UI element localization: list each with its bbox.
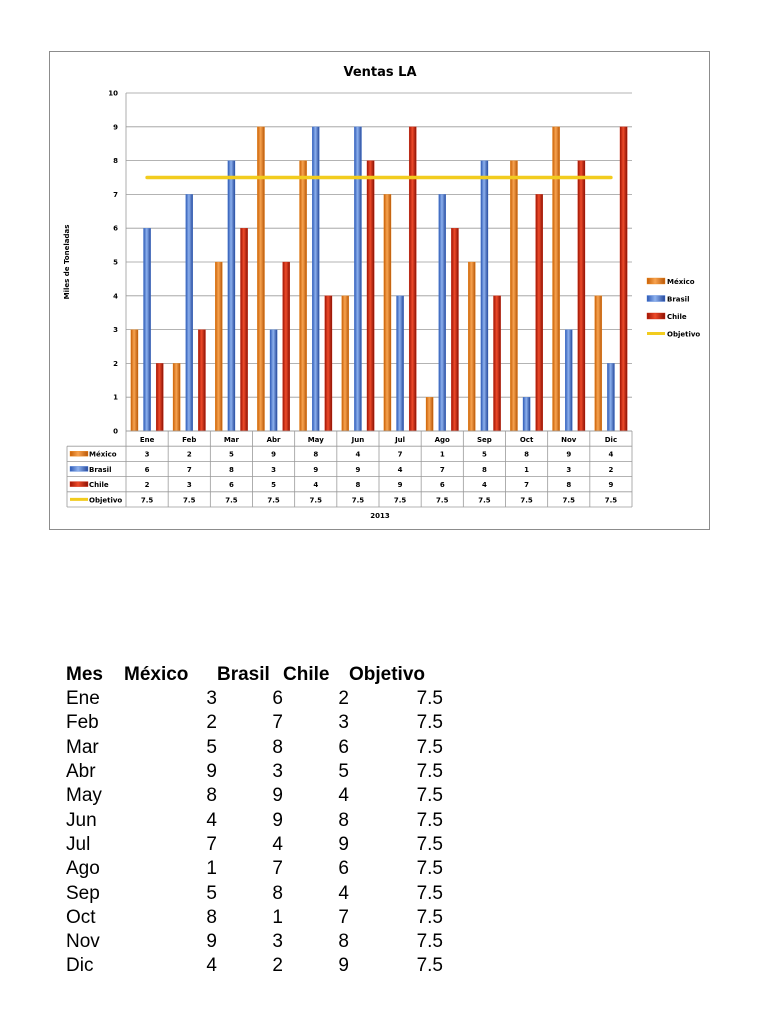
- bar-chile: [325, 296, 332, 431]
- value-cell: 6: [338, 736, 349, 758]
- value-cell: 2: [272, 955, 283, 977]
- table-value: 9: [271, 450, 277, 459]
- legend-label: Chile: [667, 313, 687, 321]
- legend-key-brasil: [647, 296, 665, 302]
- table-row: [66, 906, 443, 930]
- x-tick-label: Dic: [604, 436, 618, 445]
- month-cell: Nov: [66, 931, 100, 953]
- x-tick-label: Oct: [519, 436, 534, 445]
- table-key-brasil: [70, 466, 88, 471]
- table-value: 7.5: [520, 496, 533, 505]
- table-key-méxico: [70, 451, 88, 456]
- y-tick-label: 5: [113, 258, 118, 267]
- table-value: 7.5: [351, 496, 365, 505]
- table-header-row: [66, 662, 443, 687]
- value-cell: 7.5: [416, 761, 443, 783]
- month-cell: Oct: [66, 906, 96, 928]
- bar-chile: [156, 363, 163, 431]
- table-value: 7.5: [393, 496, 407, 505]
- table-value: 7.5: [309, 496, 322, 505]
- value-cell: 2: [338, 688, 349, 710]
- table-value: 9: [397, 481, 403, 490]
- value-cell: 7.5: [416, 736, 443, 758]
- table-value: 3: [186, 481, 192, 490]
- value-cell: 9: [338, 955, 349, 977]
- table-value: 1: [439, 450, 445, 459]
- month-cell: Jun: [66, 809, 97, 831]
- bar-chile: [578, 161, 585, 431]
- table-value: 8: [524, 450, 530, 459]
- y-tick-label: 7: [113, 190, 118, 199]
- bar-brasil: [396, 296, 403, 431]
- y-tick-label: 1: [113, 393, 118, 402]
- x-tick-label: Feb: [182, 436, 197, 445]
- table-series-label: Brasil: [89, 465, 112, 474]
- table-value: 8: [355, 481, 361, 490]
- bar-méxico: [342, 296, 349, 431]
- table-value: 7.5: [140, 496, 154, 505]
- table-row: [66, 711, 443, 735]
- table-value: 6: [144, 465, 150, 474]
- month-cell: Feb: [66, 712, 99, 734]
- x-tick-label: Abr: [266, 436, 281, 445]
- bar-méxico: [257, 127, 264, 431]
- chart-title: Ventas LA: [343, 65, 417, 80]
- table-value: 9: [608, 481, 614, 490]
- bar-brasil: [481, 161, 488, 431]
- table-series-label: México: [89, 450, 117, 459]
- value-cell: 4: [338, 785, 349, 807]
- bar-méxico: [553, 127, 560, 431]
- table-value: 7: [186, 465, 192, 474]
- y-tick-label: 0: [113, 427, 118, 436]
- value-cell: 7.5: [416, 785, 443, 807]
- bar-chile: [240, 228, 247, 431]
- legend-key-méxico: [647, 278, 665, 284]
- table-row: [66, 808, 443, 832]
- value-cell: 6: [272, 688, 283, 710]
- bar-méxico: [595, 296, 602, 431]
- table-value: 8: [228, 465, 234, 474]
- table-series-label: Objetivo: [89, 496, 123, 505]
- bar-brasil: [186, 194, 193, 431]
- bar-chile: [367, 161, 374, 431]
- table-value: 3: [271, 465, 277, 474]
- value-cell: 8: [272, 736, 283, 758]
- bar-chile: [198, 330, 205, 431]
- y-tick-label: 4: [113, 292, 118, 301]
- legend-label: Objetivo: [667, 330, 701, 339]
- table-value: 2: [608, 465, 614, 474]
- month-cell: May: [66, 785, 102, 807]
- month-cell: Ene: [66, 688, 100, 710]
- y-tick-label: 3: [113, 326, 118, 335]
- bar-méxico: [131, 330, 138, 431]
- table-value: 7.5: [604, 496, 618, 505]
- header-brasil: Brasil: [217, 663, 270, 685]
- value-cell: 8: [338, 809, 349, 831]
- table-row: [66, 784, 443, 808]
- month-cell: Dic: [66, 955, 94, 977]
- value-cell: 7.5: [416, 688, 443, 710]
- legend-label: México: [667, 278, 695, 286]
- x-axis-label: 2013: [370, 512, 390, 520]
- chart-area: [49, 51, 710, 530]
- value-cell: 3: [272, 931, 283, 953]
- table-value: 4: [313, 481, 319, 490]
- table-value: 4: [481, 481, 487, 490]
- value-cell: 8: [338, 931, 349, 953]
- value-cell: 9: [206, 761, 217, 783]
- bar-brasil: [354, 127, 361, 431]
- bar-méxico: [215, 262, 222, 431]
- bar-chile: [451, 228, 458, 431]
- x-tick-label: Mar: [223, 436, 239, 445]
- table-value: 7: [439, 465, 445, 474]
- value-cell: 9: [272, 785, 283, 807]
- value-cell: 2: [206, 712, 217, 734]
- table-row: [66, 687, 443, 711]
- value-cell: 3: [338, 712, 349, 734]
- y-tick-label: 9: [113, 123, 118, 132]
- value-cell: 5: [338, 761, 349, 783]
- table-value: 7.5: [562, 496, 575, 505]
- month-cell: Mar: [66, 736, 99, 758]
- bar-brasil: [143, 228, 150, 431]
- table-value: 5: [271, 481, 277, 490]
- table-value: 2: [144, 481, 150, 490]
- month-cell: Ago: [66, 858, 100, 880]
- table-value: 8: [313, 450, 319, 459]
- table-value: 4: [608, 450, 614, 459]
- table-value: 7.5: [225, 496, 238, 505]
- bar-méxico: [468, 262, 475, 431]
- bar-méxico: [384, 194, 391, 431]
- bar-brasil: [607, 363, 614, 431]
- table-value: 9: [355, 465, 361, 474]
- table-value: 7.5: [183, 496, 196, 505]
- table-value: 9: [566, 450, 572, 459]
- x-tick-label: Sep: [477, 436, 492, 445]
- value-cell: 9: [272, 809, 283, 831]
- value-cell: 4: [206, 955, 217, 977]
- bar-brasil: [565, 330, 572, 431]
- legend-key-chile: [647, 313, 665, 319]
- table-row: [66, 954, 443, 978]
- value-cell: 3: [272, 761, 283, 783]
- table-value: 7.5: [436, 496, 449, 505]
- x-tick-label: Ene: [139, 436, 155, 445]
- table-row: [66, 857, 443, 881]
- bar-chile: [620, 127, 627, 431]
- value-cell: 7.5: [416, 931, 443, 953]
- month-cell: Sep: [66, 882, 100, 904]
- value-cell: 7: [206, 833, 217, 855]
- bar-méxico: [173, 363, 180, 431]
- y-tick-label: 10: [108, 89, 118, 98]
- table-row: [66, 930, 443, 954]
- legend-label: Brasil: [667, 295, 690, 304]
- y-tick-label: 2: [113, 359, 118, 368]
- table-row: [66, 760, 443, 784]
- table-value: 7: [524, 481, 530, 490]
- value-cell: 7.5: [416, 809, 443, 831]
- value-cell: 8: [272, 882, 283, 904]
- x-tick-label: Nov: [561, 436, 577, 445]
- table-value: 6: [439, 481, 445, 490]
- value-cell: 7.5: [416, 906, 443, 928]
- header-chile: Chile: [283, 663, 330, 685]
- value-cell: 7.5: [416, 955, 443, 977]
- bar-méxico: [300, 161, 307, 431]
- bar-méxico: [510, 161, 517, 431]
- value-cell: 7.5: [416, 833, 443, 855]
- value-cell: 5: [206, 882, 217, 904]
- bar-méxico: [426, 397, 433, 431]
- value-cell: 7: [272, 858, 283, 880]
- header-mes: Mes: [66, 663, 103, 685]
- value-cell: 7: [272, 712, 283, 734]
- data-table: [66, 662, 443, 979]
- value-cell: 9: [338, 833, 349, 855]
- value-cell: 4: [272, 833, 283, 855]
- value-cell: 6: [338, 858, 349, 880]
- table-value: 5: [481, 450, 487, 459]
- value-cell: 8: [206, 906, 217, 928]
- y-tick-label: 6: [113, 224, 118, 233]
- value-cell: 1: [206, 858, 217, 880]
- value-cell: 4: [206, 809, 217, 831]
- table-value: 2: [186, 450, 192, 459]
- table-value: 7.5: [478, 496, 491, 505]
- bar-brasil: [439, 194, 446, 431]
- table-row: [66, 833, 443, 857]
- table-value: 9: [313, 465, 319, 474]
- header-objetivo: Objetivo: [349, 663, 426, 685]
- value-cell: 8: [206, 785, 217, 807]
- x-tick-label: Jun: [351, 436, 365, 445]
- header-mexico: México: [124, 663, 189, 685]
- bar-chile: [536, 194, 543, 431]
- table-row: [66, 881, 443, 905]
- value-cell: 5: [206, 736, 217, 758]
- table-value: 1: [524, 465, 530, 474]
- table-value: 7.5: [267, 496, 280, 505]
- table-value: 5: [228, 450, 234, 459]
- bar-chile: [409, 127, 416, 431]
- y-axis-label: Miles de Toneladas: [63, 224, 71, 300]
- table-value: 6: [228, 481, 234, 490]
- table-value: 3: [144, 450, 150, 459]
- x-tick-label: Jul: [395, 436, 406, 445]
- bar-chile: [493, 296, 500, 431]
- month-cell: Jul: [66, 833, 91, 855]
- table-key-chile: [70, 482, 88, 487]
- month-cell: Abr: [66, 761, 96, 783]
- table-value: 7: [397, 450, 403, 459]
- table-value: 4: [355, 450, 361, 459]
- value-cell: 7.5: [416, 882, 443, 904]
- value-cell: 3: [206, 688, 217, 710]
- bar-brasil: [270, 330, 277, 431]
- value-cell: 7.5: [416, 712, 443, 734]
- table-value: 8: [566, 481, 572, 490]
- x-tick-label: Ago: [434, 436, 450, 445]
- value-cell: 1: [272, 906, 283, 928]
- y-tick-label: 8: [113, 157, 118, 166]
- sales-chart: [50, 52, 711, 531]
- table-value: 3: [566, 465, 572, 474]
- x-tick-label: May: [307, 436, 324, 445]
- bar-brasil: [228, 161, 235, 431]
- table-value: 8: [481, 465, 487, 474]
- value-cell: 4: [338, 882, 349, 904]
- table-value: 4: [397, 465, 403, 474]
- bar-brasil: [312, 127, 319, 431]
- table-row: [66, 736, 443, 760]
- value-cell: 7.5: [416, 858, 443, 880]
- value-cell: 9: [206, 931, 217, 953]
- value-cell: 7: [338, 906, 349, 928]
- bar-brasil: [523, 397, 530, 431]
- table-series-label: Chile: [89, 481, 109, 490]
- bar-chile: [283, 262, 290, 431]
